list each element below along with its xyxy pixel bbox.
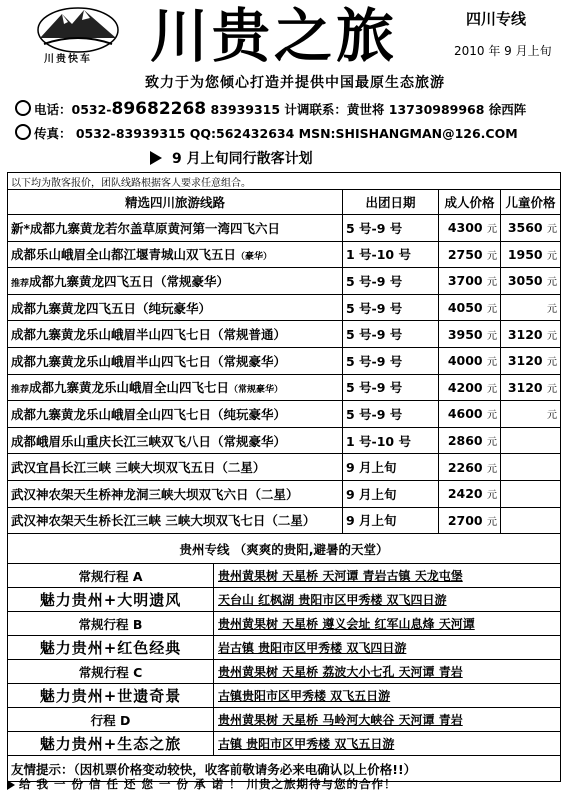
route-name: 成都九寨黄龙四飞五日（纯玩豪华） [8, 294, 343, 321]
itinerary-title: 行程 D [8, 708, 214, 731]
itinerary-name: 魅力贵州+大明遗风 [8, 588, 214, 611]
itinerary-row [8, 588, 561, 612]
adult-price: 4600 元 [439, 401, 501, 428]
logo-caption: 川贵快车 [44, 54, 92, 65]
route-name: 成都九寨黄龙乐山峨眉全山四飞七日（纯玩豪华） [8, 401, 343, 428]
departure-date: 9 月上旬 [343, 507, 439, 534]
departure-date: 5 号-9 号 [343, 347, 439, 374]
table-row [8, 268, 561, 295]
child-price: 1950 元 [501, 241, 561, 268]
slogan: 致力于为您倾心打造并提供中国最原生态旅游 [145, 75, 445, 91]
adult-price: 2420 元 [439, 480, 501, 507]
itinerary-cell [8, 636, 561, 660]
brand-title: 川贵之旅 [150, 2, 399, 70]
region-label: 四川专线 [466, 10, 527, 28]
departure-date: 5 号-9 号 [343, 294, 439, 321]
route-name: 武汉神农架天生桥长江三峡 三峡大坝双飞七日（二星） [8, 507, 343, 534]
phone-main: 89682268 [111, 99, 207, 119]
itinerary-name: 魅力贵州+红色经典 [8, 636, 214, 659]
itinerary-line: 贵州黄果树 天星桥 遵义会址 红军山息烽 天河谭 [218, 617, 475, 632]
table-row [8, 294, 561, 321]
itinerary-cell [8, 564, 561, 588]
route-name: 成都九寨黄龙乐山峨眉半山四飞七日（常规豪华） [8, 347, 343, 374]
departure-date: 5 号-9 号 [343, 374, 439, 401]
itinerary-cell [8, 660, 561, 684]
itinerary-line: 贵州黄果树 天星桥 荔波大小七孔 天河谭 青岩 [218, 665, 463, 680]
table-row [8, 507, 561, 534]
header-child: 儿童价格 [501, 190, 561, 215]
route-name: 成都九寨黄龙乐山峨眉半山四飞七日（常规普通） [8, 321, 343, 348]
table-row [8, 427, 561, 454]
itinerary-cell [8, 684, 561, 708]
child-price [501, 454, 561, 481]
child-price: 元 [501, 294, 561, 321]
phone-line: 电话：0532-89682268 83939315 计调联系：黄世将 13730989968 徐西阵 [15, 99, 526, 119]
header-adult: 成人价格 [439, 190, 501, 215]
departure-date: 1 号-10 号 [343, 427, 439, 454]
itinerary-line: 贵州黄果树 天星桥 马岭河大峡谷 天河谭 青岩 [218, 713, 463, 728]
table-row [8, 480, 561, 507]
itinerary-cell [8, 708, 561, 732]
tour-table [7, 172, 561, 782]
table-row [8, 241, 561, 268]
itinerary-title: 常规行程 C [8, 660, 214, 683]
itinerary-row [8, 684, 561, 708]
header-route: 精选四川旅游线路 [8, 190, 343, 215]
route-name: 推荐成都九寨黄龙乐山峨眉全山四飞七日（常规豪华） [8, 374, 343, 401]
itinerary-line: 贵州黄果树 天星桥 天河谭 青岩古镇 天龙屯堡 [218, 569, 463, 584]
route-name: 武汉神农架天生桥神龙洞三峡大坝双飞六日（二星） [8, 480, 343, 507]
itinerary-cell [8, 588, 561, 612]
adult-price: 2860 元 [439, 427, 501, 454]
table-row [8, 401, 561, 428]
adult-price: 4200 元 [439, 374, 501, 401]
child-price: 3120 元 [501, 374, 561, 401]
itinerary-line: 古镇 贵阳市区甲秀楼 双飞五日游 [218, 737, 395, 752]
route-name: 武汉宜昌长江三峡 三峡大坝双飞五日（二星） [8, 454, 343, 481]
table-row [8, 347, 561, 374]
itinerary-title: 常规行程 B [8, 612, 214, 635]
friendly-tip: 友情提示：（因机票价格变动较快，收客前敬请务必来电确认以上价格!!） [8, 756, 561, 782]
fax-line: 传真： 0532-83939315 QQ:562432634 MSN:SHISHANGMAN@126.COM [15, 124, 518, 142]
edition-date: 2010 年 9 月上旬 [454, 44, 552, 58]
departure-date: 5 号-9 号 [343, 401, 439, 428]
table-row [8, 215, 561, 242]
child-price: 3120 元 [501, 321, 561, 348]
adult-price: 4300 元 [439, 215, 501, 242]
itinerary-row [8, 708, 561, 732]
departure-date: 1 号-10 号 [343, 241, 439, 268]
adult-price: 2700 元 [439, 507, 501, 534]
route-name: 推荐成都九寨黄龙四飞五日（常规豪华） [8, 268, 343, 295]
fax-icon [15, 124, 31, 140]
adult-price: 4000 元 [439, 347, 501, 374]
itinerary-name: 魅力贵州+世遗奇景 [8, 684, 214, 707]
guizhou-title: 贵州专线 （爽爽的贵阳,避暑的天堂） [8, 534, 561, 564]
phone-icon [15, 100, 31, 116]
itinerary-row [8, 564, 561, 588]
child-price: 3120 元 [501, 347, 561, 374]
adult-price: 3700 元 [439, 268, 501, 295]
child-price: 3560 元 [501, 215, 561, 242]
itinerary-name: 魅力贵州+生态之旅 [8, 732, 214, 755]
arrow-right-icon [7, 780, 15, 790]
arrow-right-icon [150, 151, 162, 165]
table-row [8, 454, 561, 481]
footer-slogan: 给 我 一 份 信 任 还 您 一 份 承 诺 ！ 川贵之旅期待与您的合作！ [7, 776, 397, 792]
route-name: 成都乐山峨眉全山都江堰青城山双飞五日（豪华） [8, 241, 343, 268]
route-name: 成都峨眉乐山重庆长江三峡双飞八日（常规豪华） [8, 427, 343, 454]
itinerary-line: 天台山 红枫湖 贵阳市区甲秀楼 双飞四日游 [218, 593, 447, 608]
route-name: 新*成都九寨黄龙若尔盖草原黄河第一湾四飞六日 [8, 215, 343, 242]
child-price: 3050 元 [501, 268, 561, 295]
child-price [501, 427, 561, 454]
itinerary-cell [8, 732, 561, 756]
itinerary-cell [8, 612, 561, 636]
note: 以下均为散客报价，团队线路根据客人要求任意组合。 [8, 173, 561, 190]
itinerary-line: 岩古镇 贵阳市区甲秀楼 双飞四日游 [218, 641, 407, 656]
itinerary-line: 古镇贵阳市区甲秀楼 双飞五日游 [218, 689, 391, 704]
itinerary-row [8, 732, 561, 756]
child-price [501, 480, 561, 507]
child-price [501, 507, 561, 534]
header-date: 出团日期 [343, 190, 439, 215]
itinerary-row [8, 612, 561, 636]
adult-price: 3950 元 [439, 321, 501, 348]
itinerary-row [8, 660, 561, 684]
departure-date: 5 号-9 号 [343, 321, 439, 348]
itinerary-title: 常规行程 A [8, 564, 214, 587]
table-row [8, 321, 561, 348]
child-price: 元 [501, 401, 561, 428]
departure-date: 5 号-9 号 [343, 268, 439, 295]
adult-price: 4050 元 [439, 294, 501, 321]
itinerary-row [8, 636, 561, 660]
departure-date: 9 月上旬 [343, 454, 439, 481]
plan-title: 9 月上旬同行散客计划 [150, 148, 313, 168]
adult-price: 2260 元 [439, 454, 501, 481]
adult-price: 2750 元 [439, 241, 501, 268]
table-row [8, 374, 561, 401]
departure-date: 9 月上旬 [343, 480, 439, 507]
departure-date: 5 号-9 号 [343, 215, 439, 242]
